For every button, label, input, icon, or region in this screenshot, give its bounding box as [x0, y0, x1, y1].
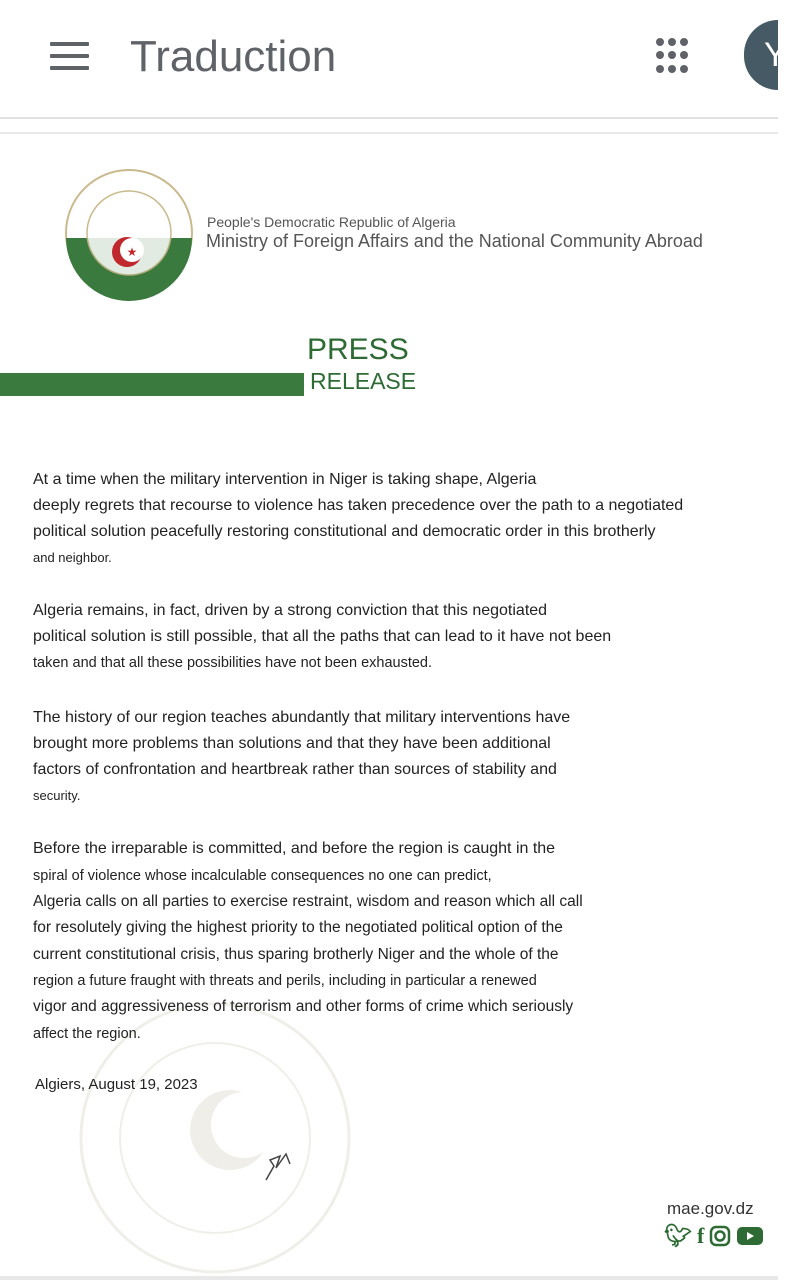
dateline: Algiers, August 19, 2023	[35, 1076, 198, 1093]
paragraph-line: Before the irreparable is committed, and before the region is caught in the	[33, 840, 556, 857]
instagram-icon[interactable]	[709, 1225, 731, 1247]
divider	[0, 1276, 778, 1280]
press-heading: PRESS	[307, 333, 409, 366]
paragraph-line: security.	[33, 788, 81, 803]
facebook-icon[interactable]: f	[696, 1223, 705, 1248]
app-bar	[0, 0, 787, 119]
paragraph-line: for resolutely giving the highest priority to the negotiated political option of the	[33, 919, 563, 936]
paragraph-line: At a time when the military intervention in Niger is taking shape, Algeria	[33, 471, 537, 488]
paragraph-line: affect the region.	[33, 1026, 141, 1042]
paragraph-line: spiral of violence whose incalculable consequences no one can predict,	[33, 868, 492, 884]
paragraph-line: and neighbor.	[33, 550, 112, 565]
apps-grid-icon[interactable]	[656, 38, 692, 74]
website-link[interactable]: mae.gov.dz	[667, 1199, 754, 1218]
paragraph-line: current constitutional crisis, thus sparing brotherly Niger and the whole of the	[33, 946, 559, 963]
paragraph-line: deeply regrets that recourse to violence has taken precedence over the path to a negotiated	[33, 497, 684, 514]
ministry-seal-logo	[64, 168, 194, 298]
social-links	[664, 1224, 764, 1248]
app-title: Traduction	[130, 32, 337, 81]
paragraph-line: political solution is still possible, that all the paths that can lead to it have not been	[33, 628, 612, 645]
release-heading: RELEASE	[310, 368, 417, 394]
paragraph-line: vigor and aggressiveness of terrorism and other forms of crime which seriously	[33, 998, 574, 1015]
menu-icon[interactable]	[50, 42, 89, 70]
signature	[262, 1148, 294, 1184]
svg-text:★: ★	[126, 245, 138, 259]
paragraph-line: political solution peacefully restoring constitutional and democratic order in this brotherly	[33, 523, 656, 540]
green-banner-bar	[0, 373, 304, 396]
paragraph-line: Algeria remains, in fact, driven by a strong conviction that this negotiated	[33, 602, 548, 619]
youtube-icon[interactable]	[736, 1225, 764, 1247]
twitter-icon[interactable]: 🐦︎	[664, 1223, 692, 1248]
paragraph-line: brought more problems than solutions and that they have been additional	[33, 735, 551, 752]
paragraph-line: The history of our region teaches abundantly that military interventions have	[33, 709, 571, 726]
paragraph-line: taken and that all these possibilities have not been exhausted.	[33, 655, 433, 671]
avatar[interactable]: Y	[744, 20, 778, 90]
header-ministry: Ministry of Foreign Affairs and the National Community Abroad	[206, 231, 703, 251]
paragraph-line: region a future fraught with threats and perils, including in particular a renewed	[33, 973, 537, 989]
paragraph-line: Algeria calls on all parties to exercise restraint, wisdom and reason which all call	[33, 893, 583, 910]
header-country: People's Democratic Republic of Algeria	[207, 214, 456, 230]
paragraph-line: factors of confrontation and heartbreak rather than sources of stability and	[33, 761, 557, 778]
